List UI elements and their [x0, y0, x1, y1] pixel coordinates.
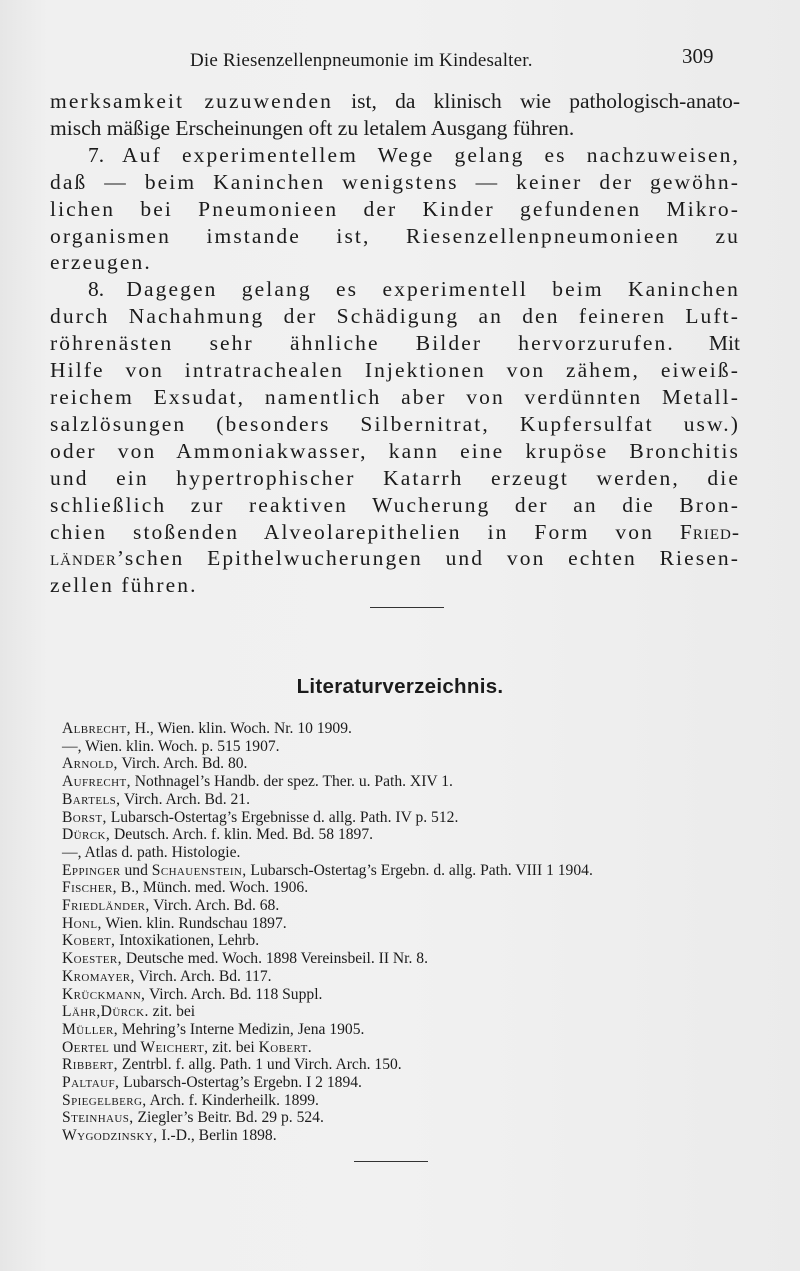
entry-citation: Wien. klin. Rundschau 1897.	[101, 914, 287, 932]
text-line	[50, 142, 740, 169]
entry-author: Friedländer,	[62, 897, 150, 915]
entry-citation: Nothnagel’s Handb. der spez. Ther. u. Path. XIV 1.	[130, 773, 453, 791]
section-divider-rule	[370, 607, 444, 608]
entry-citation: Virch. Arch. Bd. 117.	[134, 967, 272, 985]
bibliography-entry	[62, 968, 792, 986]
entry-author: Dürck.	[100, 1003, 149, 1021]
entry-author: Aufrecht,	[62, 773, 131, 791]
entry-citation: Lubarsch-Ostertag’s Ergebn. I 2 1894.	[119, 1074, 362, 1092]
text-line	[50, 411, 740, 438]
entry-author: Paltauf,	[62, 1074, 120, 1092]
bibliography-entry	[62, 915, 792, 933]
bibliography-entry	[62, 879, 792, 897]
bibliography-entry	[62, 1056, 792, 1074]
text-line	[50, 384, 740, 411]
entry-author: Kobert,	[62, 932, 116, 950]
bibliography-entry	[62, 809, 792, 827]
bibliography-entry	[62, 950, 792, 968]
text-segment: schließlich zur reaktiven Wucherung der an die Bron-	[50, 492, 740, 517]
text-segment: ’schen Epithelwucherungen und von echten Riesen-	[116, 546, 740, 571]
text-line	[50, 572, 740, 599]
entry-author: Koester,	[62, 950, 122, 968]
entry-citation: I.-D., Berlin 1898.	[157, 1127, 277, 1145]
entry-author: Fischer,	[62, 879, 117, 897]
text-line	[50, 196, 740, 223]
entry-citation: Virch. Arch. Bd. 118 Suppl.	[145, 985, 323, 1003]
text-line	[50, 465, 740, 492]
entry-author: Weichert,	[140, 1038, 209, 1056]
bibliography-entry	[62, 738, 792, 756]
entry-citation: Virch. Arch. Bd. 68.	[149, 897, 280, 915]
text-line	[50, 249, 740, 276]
entry-connector: und	[120, 861, 152, 879]
bibliography-entry	[62, 844, 792, 862]
text-segment: lichen bei Pneumonieen der Kinder gefundenen Mikro-	[50, 196, 740, 221]
entry-author: Spiegelberg,	[62, 1091, 147, 1109]
text-segment: durch Nachahmung der Schädigung an den feineren Luft-	[50, 304, 740, 329]
bibliography-entry	[62, 986, 792, 1004]
entry-author: Eppinger	[62, 861, 121, 879]
bibliography-entry	[62, 897, 792, 915]
text-line	[50, 438, 740, 465]
entry-citation: H., Wien. klin. Woch. Nr. 10 1909.	[130, 720, 352, 737]
entry-citation: Lubarsch-Ostertag’s Ergebn. d. allg. Path. VIII 1 1904.	[246, 861, 593, 879]
text-segment: ist, da klinisch wie pathologisch-anato-	[332, 89, 740, 113]
entry-author: Oertel	[62, 1038, 110, 1056]
text-line	[50, 303, 740, 330]
bibliography-entry	[62, 755, 792, 773]
entry-citation: Lubarsch-Ostertag’s Ergebnisse d. allg. Path. IV p. 512.	[106, 808, 459, 826]
entry-author: Müller,	[62, 1020, 119, 1038]
entry-citation: Ziegler’s Beitr. Bd. 29 p. 524.	[133, 1109, 324, 1127]
text-segment: Hilfe von intratrachealen Injektionen von zähem, eiweiß-	[50, 358, 740, 383]
text-segment: Auf experimentellem Wege gelang es nachzuweisen,	[122, 142, 740, 167]
text-segment: oder von Ammoniakwasser, kann eine krupöse Bronchitis	[50, 438, 740, 463]
text-line	[50, 519, 740, 546]
text-line	[50, 357, 740, 384]
text-line	[50, 88, 740, 115]
text-segment: reichem Exsudat, namentlich aber von verdünnten Metall-	[50, 384, 740, 409]
text-segment: misch mäßige Erscheinungen oft zu letalem Ausgang führen.	[50, 115, 575, 140]
text-segment: Fried-	[679, 519, 740, 544]
entry-citation: Deutsche med. Woch. 1898 Vereinsbeil. II Nr. 8.	[121, 950, 429, 968]
text-line	[50, 276, 740, 303]
entry-citation: —, Atlas d. path. Histologie.	[62, 843, 241, 861]
entry-author: Albrecht,	[62, 720, 131, 737]
entry-citation: Arch. f. Kinderheilk. 1899.	[146, 1091, 319, 1109]
text-segment: 7.	[88, 142, 123, 167]
text-line	[50, 492, 740, 519]
bibliography-entry	[62, 862, 792, 880]
end-rule	[354, 1161, 428, 1162]
text-segment: 8.	[88, 277, 127, 302]
entry-author: Steinhaus,	[62, 1109, 134, 1127]
entry-citation: Virch. Arch. Bd. 80.	[117, 755, 248, 773]
text-line	[50, 545, 740, 572]
entry-author: Schauenstein,	[151, 861, 247, 879]
bibliography-entry	[62, 1109, 792, 1127]
text-segment: daß — beim Kaninchen wenigstens — keiner der gewöhn-	[50, 169, 740, 194]
bibliography-entry	[62, 773, 792, 791]
text-segment: salzlösungen (besonders Silbernitrat, Kupfersulfat usw.)	[50, 411, 740, 436]
bibliography-entry	[62, 1003, 792, 1021]
bibliography-entry	[62, 1092, 792, 1110]
entry-citation: Deutsch. Arch. f. klin. Med. Bd. 58 1897.	[110, 826, 374, 844]
entry-citation: —, Wien. klin. Woch. p. 515 1907.	[62, 737, 280, 755]
entry-author: Honl,	[62, 914, 102, 932]
entry-citation: Intoxikationen, Lehrb.	[115, 932, 260, 950]
running-title: Die Riesenzellenpneumonie im Kindesalter.	[190, 50, 533, 71]
text-segment: chien stoßenden Alveolarepithelien in Form von	[50, 519, 680, 544]
entry-author: Borst,	[62, 808, 107, 826]
entry-citation: B., Münch. med. Woch. 1906.	[116, 879, 309, 897]
bibliography-entry	[62, 932, 792, 950]
entry-citation: zit. bei	[208, 1038, 259, 1056]
text-segment: röhrenästen sehr ähnliche Bilder hervorzurufen.	[50, 331, 675, 356]
entry-author: Wygodzinsky,	[62, 1127, 158, 1145]
text-segment: erzeugen.	[50, 250, 152, 275]
text-segment: merksamkeit zuzuwenden	[50, 89, 333, 113]
bibliography-entry	[62, 1074, 792, 1092]
entry-author: Kromayer,	[62, 967, 135, 985]
text-segment: Dagegen gelang es experimentell beim Kaninchen	[126, 277, 741, 302]
text-segment: und ein hypertrophischer Katarrh erzeugt werden, die	[50, 465, 740, 490]
entry-author: Lähr,	[62, 1003, 101, 1021]
text-segment: Mit	[674, 331, 740, 356]
entry-citation: Virch. Arch. Bd. 21.	[120, 790, 250, 808]
text-line	[50, 169, 740, 196]
page-number: 309	[682, 44, 714, 68]
entry-citation: Mehring’s Interne Medizin, Jena 1905.	[118, 1020, 365, 1038]
text-segment: zellen führen.	[50, 573, 198, 598]
text-line	[50, 115, 740, 142]
entry-connector: und	[109, 1038, 141, 1056]
entry-author: Arnold,	[62, 755, 118, 773]
bibliography-entry	[62, 1127, 792, 1145]
text-line	[50, 223, 740, 250]
bibliography-entry	[62, 720, 792, 738]
conclusion-paragraphs	[50, 88, 740, 599]
bibliography-entry	[62, 826, 792, 844]
entry-author: Ribbert,	[62, 1056, 118, 1074]
text-line	[50, 330, 740, 357]
entry-author: Krückmann,	[62, 985, 146, 1003]
bibliography-list	[62, 720, 792, 1145]
entry-citation: zit. bei	[148, 1003, 196, 1021]
bibliography-entry	[62, 791, 792, 809]
text-segment: organismen imstande ist, Riesenzellenpneumonieen zu	[50, 223, 740, 248]
bibliography-entry	[62, 1039, 792, 1057]
entry-citation: Zentrbl. f. allg. Path. 1 und Virch. Arch. 150.	[117, 1056, 402, 1074]
bibliography-entry	[62, 1021, 792, 1039]
entry-author: Dürck,	[62, 826, 111, 844]
bibliography-heading: Literaturverzeichnis.	[296, 675, 504, 698]
entry-author: Bartels,	[62, 790, 121, 808]
text-segment: länder	[50, 546, 117, 571]
entry-author: Kobert.	[258, 1038, 312, 1056]
